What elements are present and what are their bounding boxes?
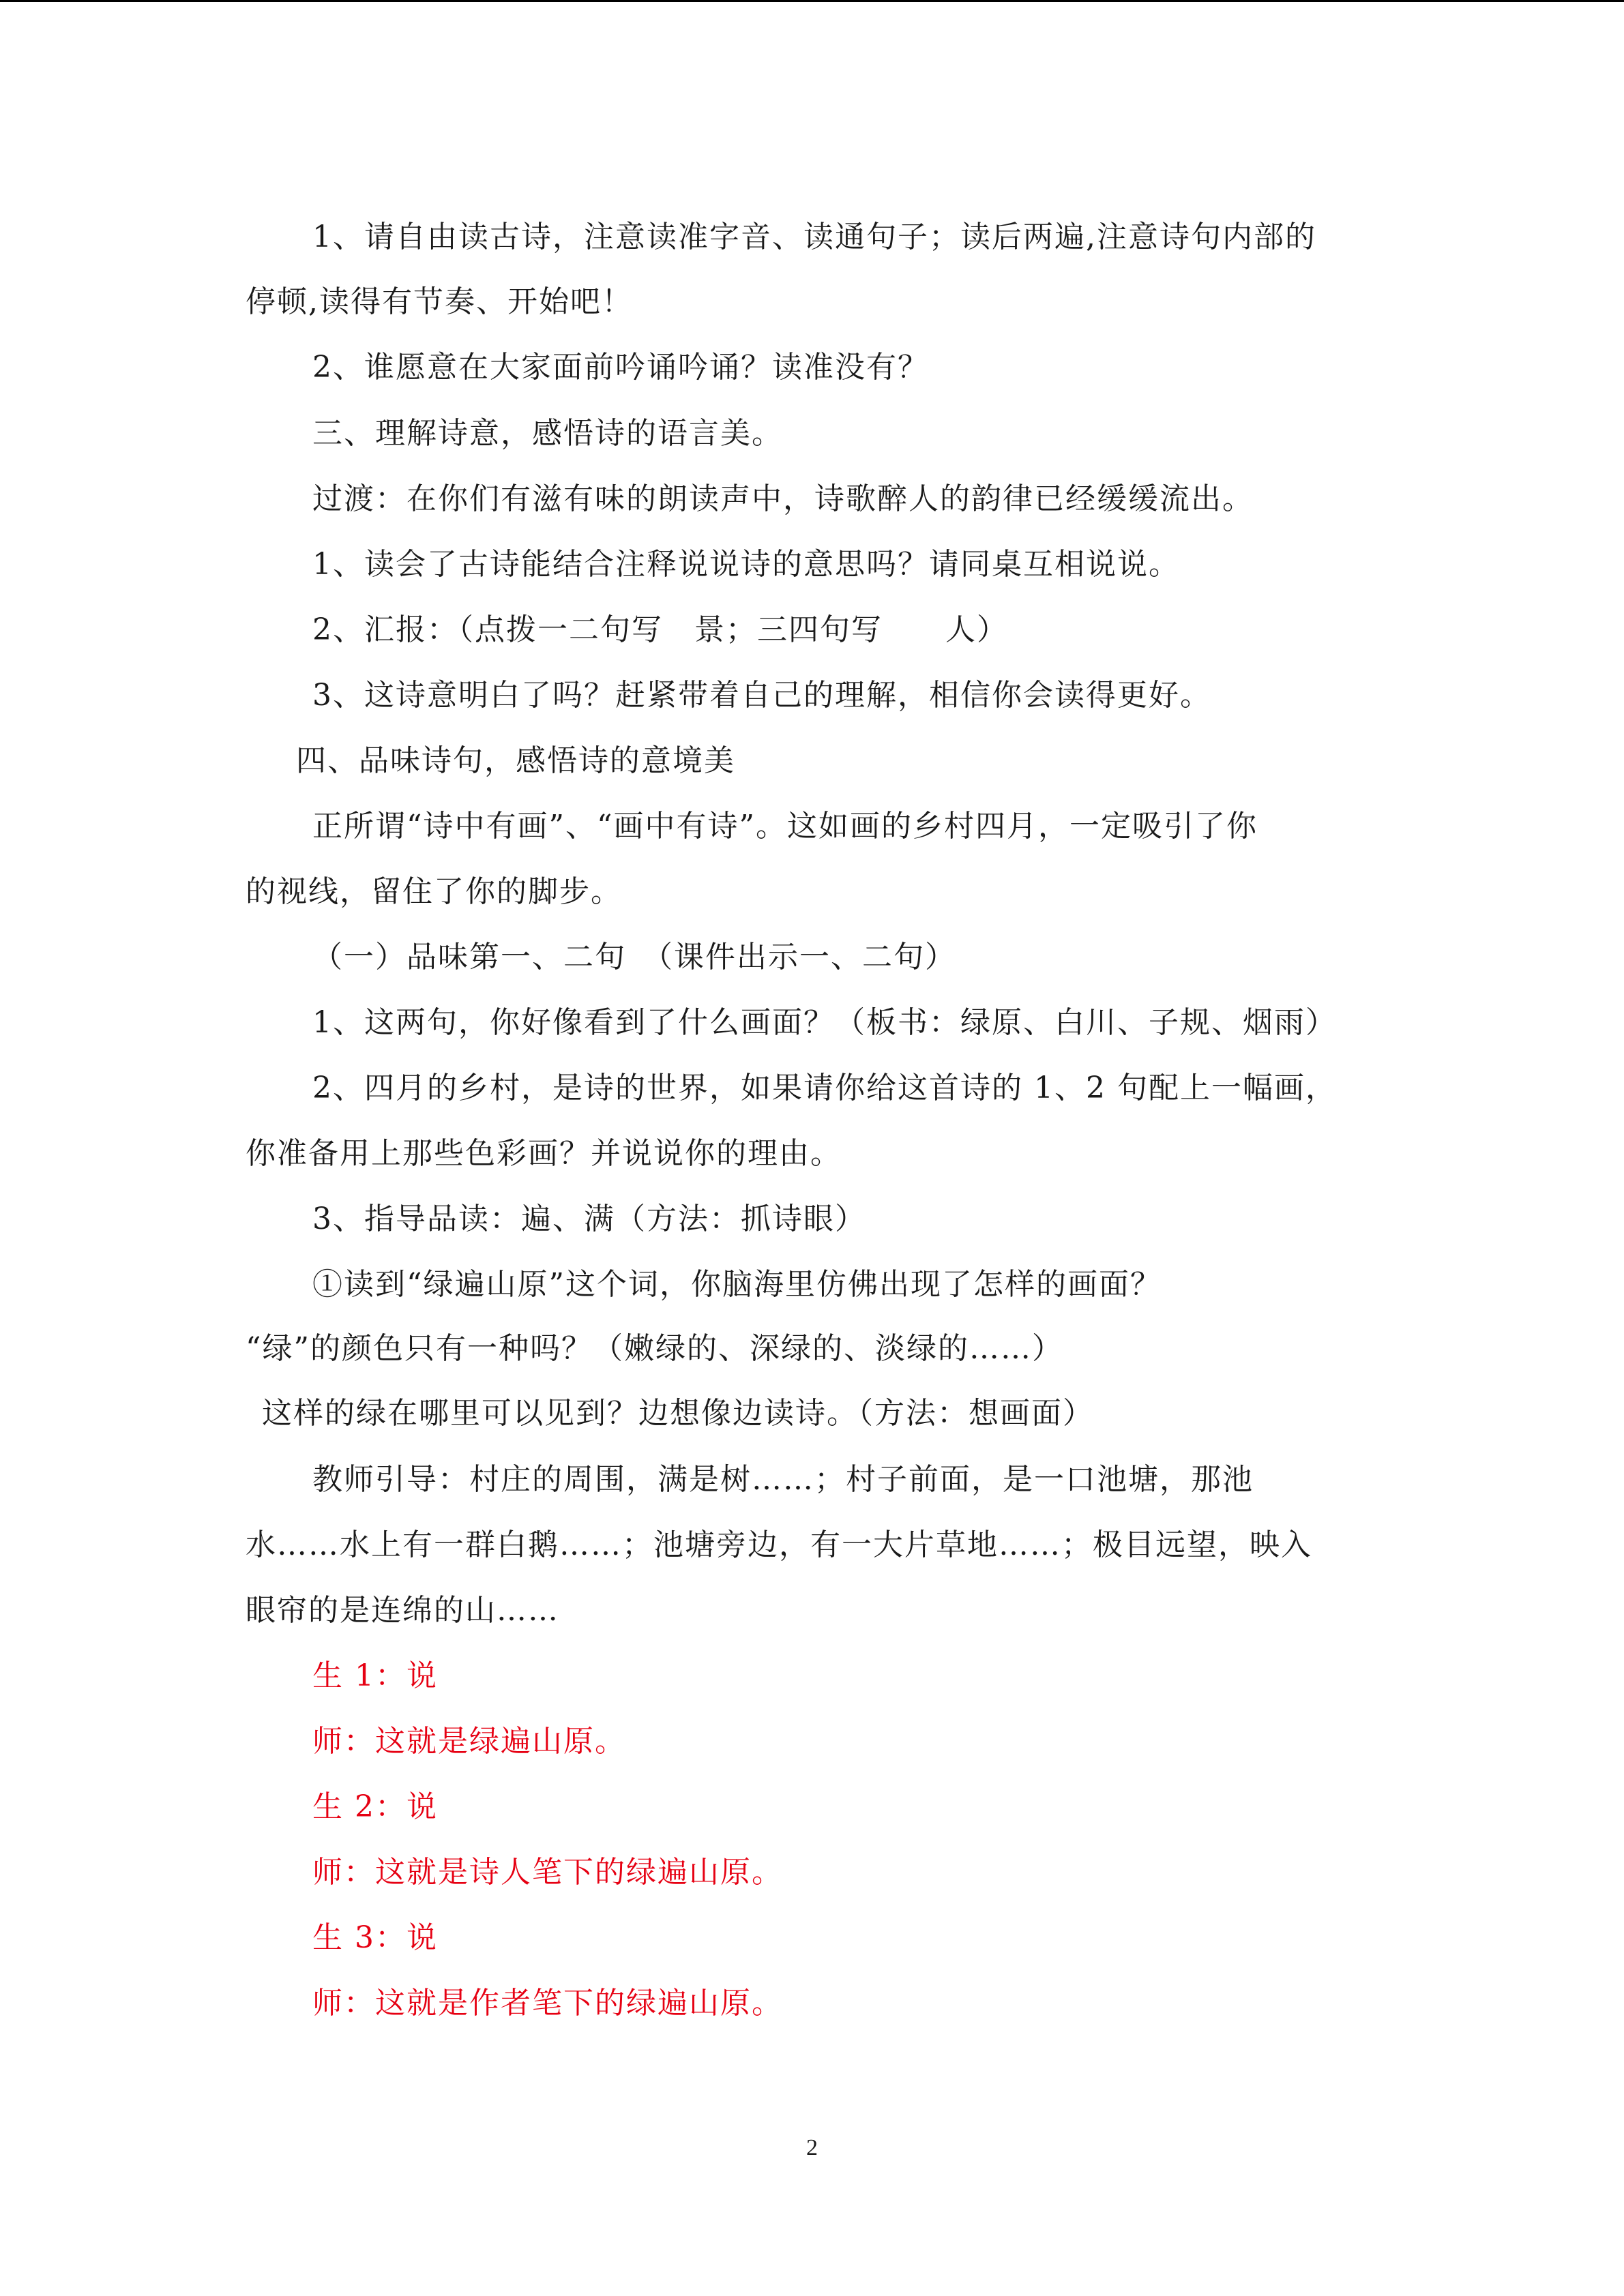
paragraph-line: 2、谁愿意在大家面前吟诵吟诵？读准没有？	[312, 350, 929, 385]
dialogue-student: 生 2：说	[312, 1789, 438, 1824]
paragraph-line: 眼帘的是连绵的山……	[246, 1593, 559, 1628]
dialogue-student: 生 1：说	[312, 1658, 438, 1693]
section-heading: 四、品味诗句，感悟诗的意境美	[296, 743, 735, 778]
paragraph-line: “绿”的颜色只有一种吗？（嫩绿的、深绿的、淡绿的……）	[246, 1331, 1063, 1366]
paragraph-line: 3、指导品读：遍、满（方法：抓诗眼）	[312, 1202, 866, 1236]
dialogue-teacher: 师：这就是诗人笔下的绿遍山原。	[312, 1855, 783, 1890]
paragraph-line: 你准备用上那些色彩画？并说说你的理由。	[246, 1136, 842, 1171]
paragraph-line: 教师引导：村庄的周围，满是树……；村子前面，是一口池塘，那池	[312, 1462, 1254, 1497]
subsection-heading: （一）品味第一、二句 （课件出示一、二句）	[312, 940, 956, 974]
paragraph-line: 的视线，留住了你的脚步。	[246, 874, 622, 909]
dialogue-student: 生 3：说	[312, 1920, 438, 1955]
dialogue-teacher: 师：这就是作者笔下的绿遍山原。	[312, 1986, 783, 2021]
paragraph-line: 1、请自由读古诗，注意读准字音、读通句子；读后两遍,注意诗句内部的	[312, 220, 1316, 254]
paragraph-line: 过渡：在你们有滋有味的朗读声中，诗歌醉人的韵律已经缓缓流出。	[312, 481, 1254, 516]
dialogue-teacher: 师：这就是绿遍山原。	[312, 1724, 626, 1759]
paragraph-line: 1、这两句，你好像看到了什么画面？（板书：绿原、白川、子规、烟雨）	[312, 1005, 1337, 1040]
paragraph-line: 停顿,读得有节奏、开始吧！	[246, 284, 633, 319]
paragraph-line: 2、汇报：（点拨一二句写 景；三四句写 人）	[312, 612, 1008, 647]
paragraph-line: 2、四月的乡村，是诗的世界，如果请你给这首诗的 1、2 句配上一幅画，	[312, 1071, 1337, 1105]
paragraph-line: ①读到“绿遍山原”这个词，你脑海里仿佛出现了怎样的画面？	[312, 1267, 1162, 1302]
paragraph-line: 3、这诗意明白了吗？赶紧带着自己的理解，相信你会读得更好。	[312, 678, 1211, 713]
paragraph-line: 这样的绿在哪里可以见到？边想像边读诗。（方法：想画面）	[262, 1396, 1094, 1431]
paragraph-line: 正所谓“诗中有画”、“画中有诗”。这如画的乡村四月，一定吸引了你	[312, 809, 1258, 844]
paragraph-line: 水……水上有一群白鹅……；池塘旁边，有一大片草地……；极目远望，映入	[246, 1527, 1312, 1562]
section-heading: 三、理解诗意，感悟诗的语言美。	[312, 416, 783, 451]
page-number: 2	[806, 2135, 818, 2160]
paragraph-line: 1、读会了古诗能结合注释说说诗的意思吗？请同桌互相说说。	[312, 547, 1180, 582]
